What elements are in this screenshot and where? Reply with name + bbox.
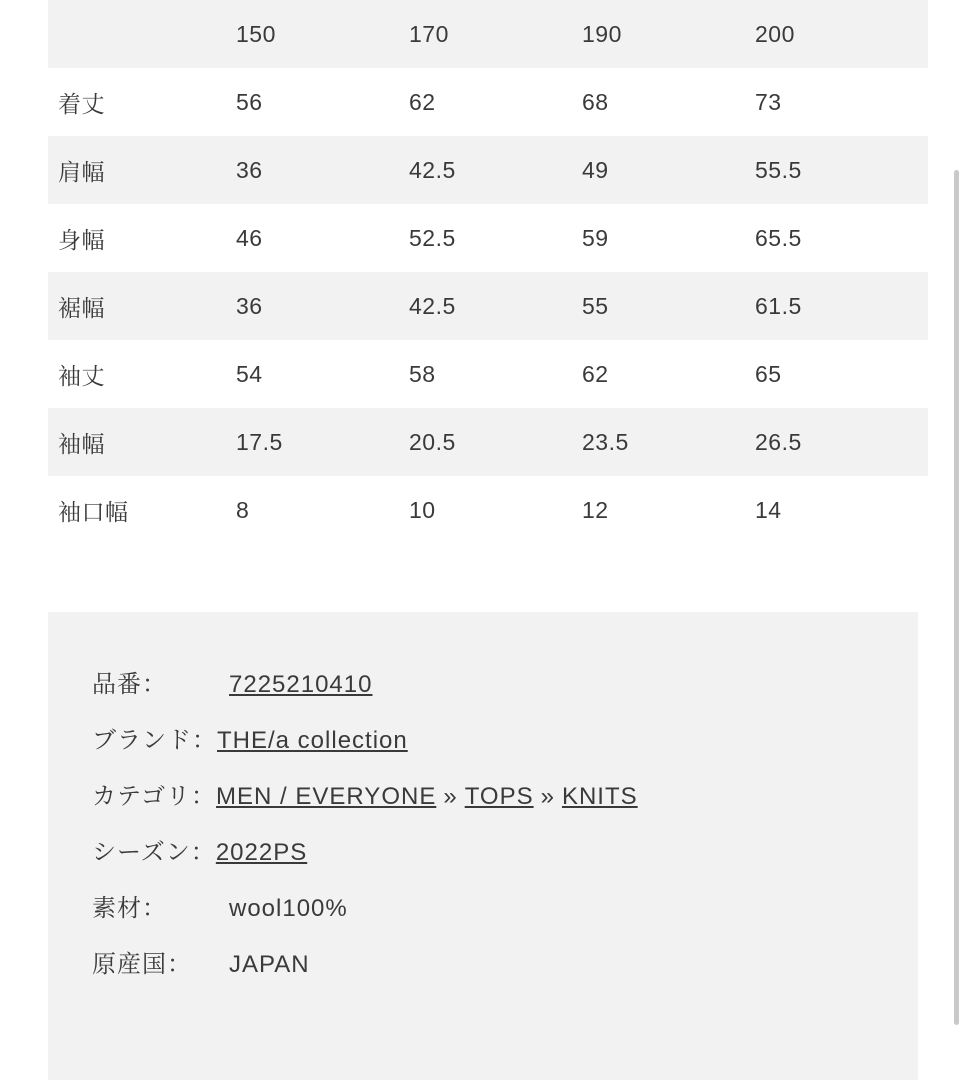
measure-value: 55.5 bbox=[755, 156, 802, 183]
measure-value: 54 bbox=[236, 360, 263, 387]
detail-row-material bbox=[92, 888, 918, 923]
measure-label: 身幅 bbox=[58, 226, 105, 253]
measure-value: 52.5 bbox=[409, 224, 456, 251]
measure-value: 42.5 bbox=[409, 156, 456, 183]
season-value[interactable]: 2022PS bbox=[215, 839, 308, 866]
category-value-knits[interactable]: KNITS bbox=[561, 783, 638, 810]
product-details-panel bbox=[48, 612, 918, 1080]
measure-value: 8 bbox=[236, 496, 250, 523]
item-number-value[interactable]: 7225210410 bbox=[229, 671, 373, 698]
brand-label: ブランド： bbox=[92, 727, 217, 754]
measure-value: 42.5 bbox=[409, 292, 456, 319]
brand-value[interactable]: THE/a collection bbox=[217, 727, 408, 754]
measure-label: 袖幅 bbox=[58, 430, 105, 457]
measure-value: 46 bbox=[236, 224, 263, 251]
category-label: カテゴリ： bbox=[92, 783, 217, 810]
detail-row-item-number bbox=[92, 664, 918, 699]
table-row bbox=[48, 136, 928, 204]
material-label: 素材： bbox=[92, 895, 167, 922]
size-header-170: 170 bbox=[409, 20, 449, 47]
table-row bbox=[48, 272, 928, 340]
measure-value: 59 bbox=[582, 224, 609, 251]
size-chart-table bbox=[48, 0, 928, 544]
detail-row-season bbox=[92, 832, 918, 867]
measure-value: 10 bbox=[409, 496, 436, 523]
detail-row-category bbox=[92, 776, 918, 811]
material-value: wool100% bbox=[229, 895, 348, 922]
measure-value: 65.5 bbox=[755, 224, 802, 251]
table-header-row bbox=[48, 0, 928, 68]
measure-value: 17.5 bbox=[236, 428, 283, 455]
table-row bbox=[48, 204, 928, 272]
measure-value: 26.5 bbox=[755, 428, 802, 455]
measure-value: 58 bbox=[409, 360, 436, 387]
size-header-blank bbox=[48, 0, 236, 68]
origin-label: 原産国： bbox=[92, 951, 192, 978]
measure-value: 49 bbox=[582, 156, 609, 183]
category-value-tops[interactable]: TOPS bbox=[464, 783, 534, 810]
measure-value: 12 bbox=[582, 496, 609, 523]
measure-label: 肩幅 bbox=[58, 158, 105, 185]
category-separator: » bbox=[443, 783, 458, 810]
measure-value: 62 bbox=[409, 88, 436, 115]
table-row bbox=[48, 340, 928, 408]
detail-row-origin bbox=[92, 944, 918, 979]
measure-value: 36 bbox=[236, 156, 263, 183]
measure-value: 36 bbox=[236, 292, 263, 319]
item-number-label: 品番： bbox=[92, 671, 167, 698]
size-header-200: 200 bbox=[755, 20, 795, 47]
measure-value: 14 bbox=[755, 496, 782, 523]
measure-value: 61.5 bbox=[755, 292, 802, 319]
measure-value: 62 bbox=[582, 360, 609, 387]
vertical-scrollbar-track[interactable] bbox=[955, 0, 963, 1080]
product-detail-page bbox=[48, 0, 918, 1080]
measure-value: 65 bbox=[755, 360, 782, 387]
measure-value: 20.5 bbox=[409, 428, 456, 455]
category-value-men-everyone[interactable]: MEN / EVERYONE bbox=[216, 783, 437, 810]
table-row bbox=[48, 476, 928, 544]
category-separator: » bbox=[540, 783, 555, 810]
measure-value: 56 bbox=[236, 88, 263, 115]
measure-label: 裾幅 bbox=[58, 294, 105, 321]
origin-value: JAPAN bbox=[229, 951, 310, 978]
table-row bbox=[48, 408, 928, 476]
measure-value: 23.5 bbox=[582, 428, 629, 455]
season-label: シーズン： bbox=[92, 839, 216, 866]
detail-row-brand bbox=[92, 720, 918, 755]
measure-label: 着丈 bbox=[58, 90, 105, 117]
measure-value: 68 bbox=[582, 88, 609, 115]
measure-value: 55 bbox=[582, 292, 609, 319]
table-row bbox=[48, 68, 928, 136]
measure-value: 73 bbox=[755, 88, 782, 115]
measure-label: 袖丈 bbox=[58, 362, 105, 389]
size-header-150: 150 bbox=[236, 20, 276, 47]
measure-label: 袖口幅 bbox=[58, 498, 129, 525]
vertical-scrollbar-thumb[interactable] bbox=[954, 170, 959, 1025]
size-header-190: 190 bbox=[582, 20, 622, 47]
